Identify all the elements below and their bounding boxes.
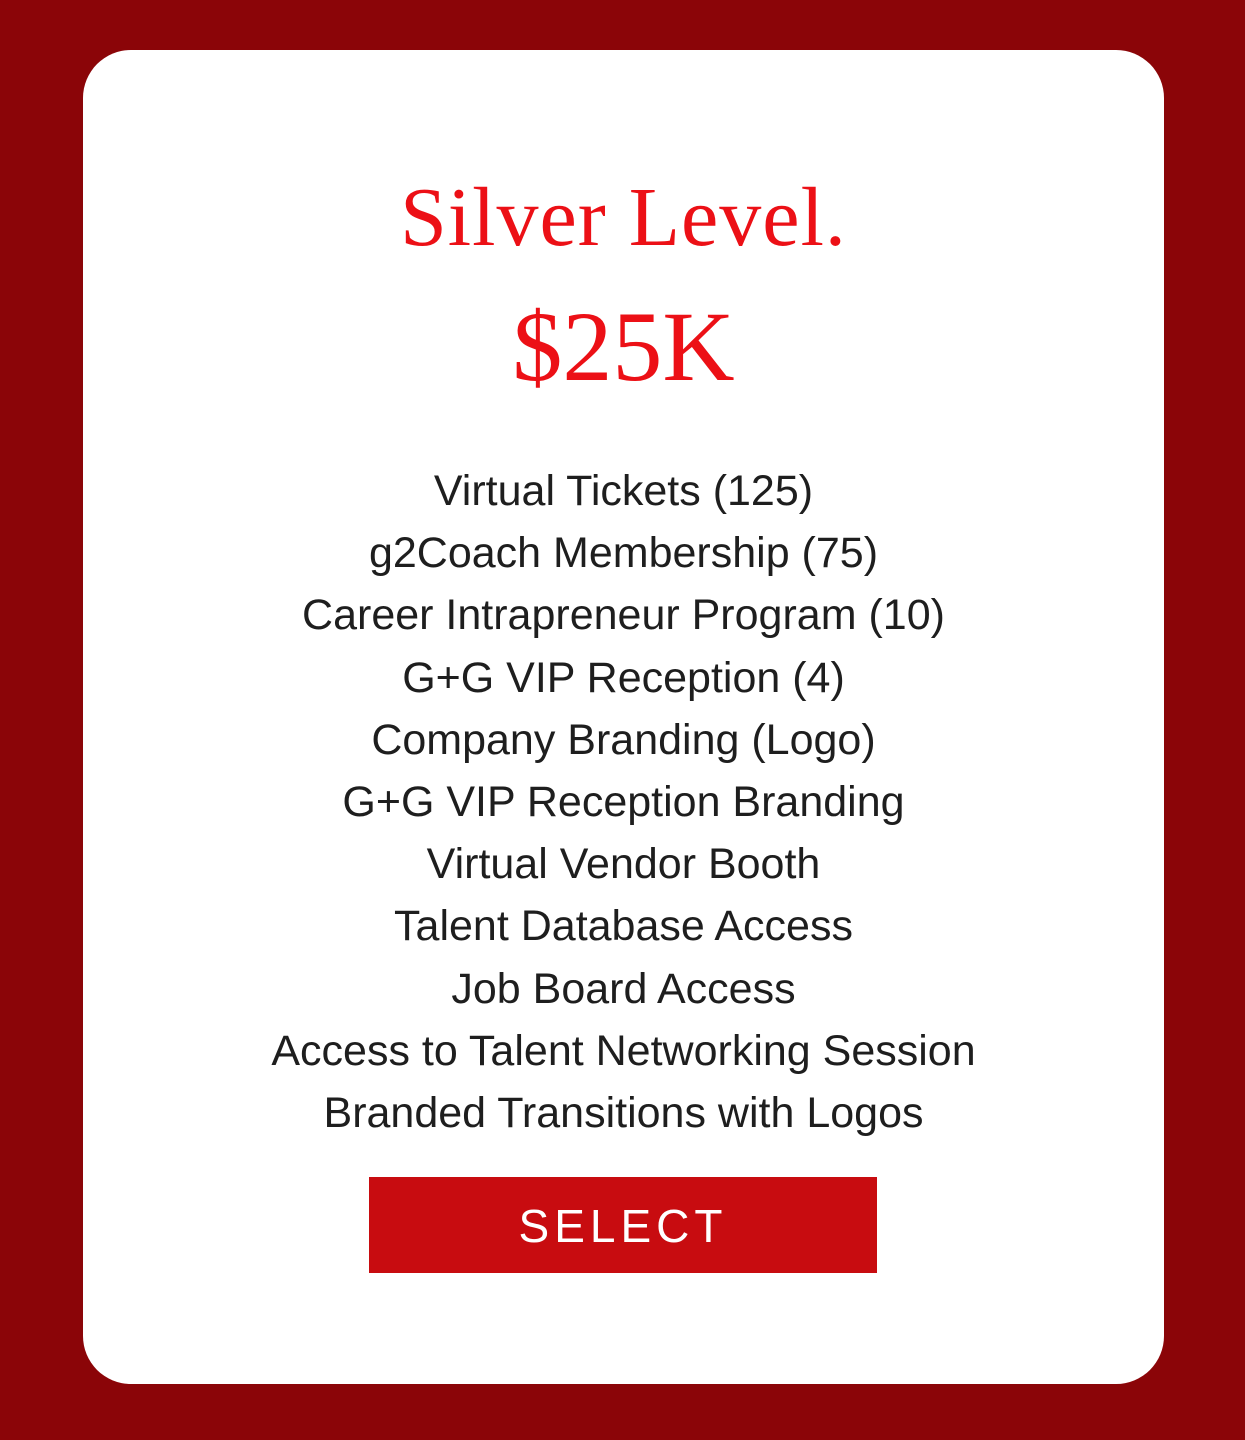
feature-item-job-board-access: Job Board Access [451,964,796,1013]
feature-item-talent-networking-session: Access to Talent Networking Session [271,1026,976,1075]
feature-item-vip-reception-branding: G+G VIP Reception Branding [342,778,905,827]
feature-item-g2coach-membership: g2Coach Membership (75) [368,529,879,578]
feature-item-talent-database-access: Talent Database Access [394,902,853,951]
tier-price: $25K [512,291,735,402]
feature-item-virtual-vendor-booth: Virtual Vendor Booth [426,840,821,889]
select-button[interactable]: SELECT [369,1177,877,1273]
feature-item-branded-transitions: Branded Transitions with Logos [323,1089,924,1138]
feature-item-vip-reception: G+G VIP Reception (4) [402,653,845,702]
feature-item-virtual-tickets: Virtual Tickets (125) [433,467,814,515]
feature-item-career-intrapreneur-program: Career Intrapreneur Program (10) [302,591,945,640]
tier-name: Silver Level. [400,171,847,264]
feature-item-company-branding: Company Branding (Logo) [371,715,876,764]
feature-list [83,460,1164,1144]
